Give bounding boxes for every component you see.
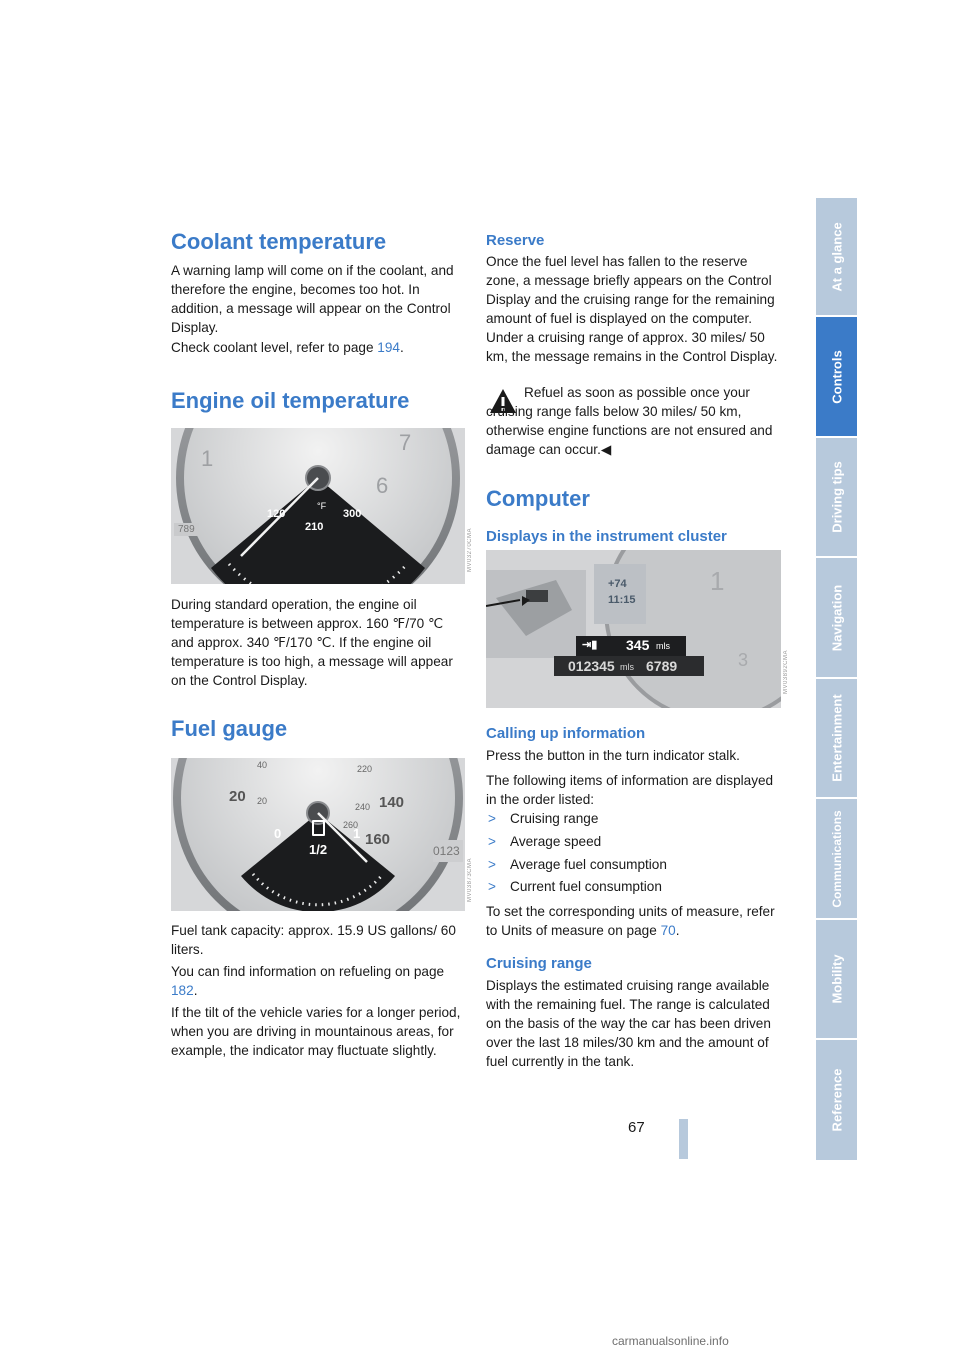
end-mark: ◀ (600, 442, 612, 457)
odometer-value: 012345 (568, 658, 615, 674)
page-number: 67 (628, 1119, 645, 1136)
fuel-odo: 0123 (433, 844, 460, 858)
oil-side-number: 789 (174, 523, 199, 536)
speed-label-220: 220 (357, 764, 373, 774)
speed-label-40: 40 (257, 760, 268, 770)
footer-watermark: carmanualsonline.info (612, 1334, 729, 1348)
coolant-ref-pre: Check coolant level, refer to page (171, 340, 378, 355)
bullet-text: Average speed (510, 834, 602, 849)
calling-up-text: Press the button in the turn indicator stalk. (486, 748, 740, 763)
fuel-tilt-text: If the tilt of the vehicle varies for a longer period, when you are driving in mountainous areas, for example, the indicator may fluctuate slightly. (171, 1005, 461, 1058)
speed-label-20a: 20 (229, 788, 246, 805)
oil-gauge-label-210: 210 (305, 521, 324, 533)
reserve-heading: Reserve (486, 232, 545, 249)
trip-value: 6789 (646, 658, 678, 674)
bullet-mark: > (488, 857, 496, 872)
coolant-text: A warning lamp will come on if the coolant, and therefore the engine, becomes too hot. In addition, a message will appear on the Control Display. (171, 263, 454, 335)
tab-label: Entertainment (829, 694, 844, 782)
display-range-value: 345 (626, 637, 650, 653)
list-item (488, 832, 601, 851)
bullet-mark: > (488, 811, 496, 826)
tab-label: Reference (829, 1068, 844, 1132)
computer-heading: Computer (486, 486, 590, 511)
list-item (488, 809, 598, 828)
svg-text:6: 6 (376, 473, 389, 498)
units-ref-pre: To set the corresponding units of measure, refer to Units of measure on page (486, 904, 775, 938)
tab-mobility[interactable] (816, 920, 857, 1038)
tab-label: Navigation (829, 584, 844, 651)
fuel-label-half: 1/2 (309, 842, 328, 857)
bullet-text: Current fuel consumption (510, 879, 662, 894)
speed-label-160: 160 (365, 831, 391, 848)
fuel-ref-pre: You can find information on refueling on page (171, 964, 445, 979)
tab-label: Controls (829, 349, 844, 404)
page-marker (679, 1119, 688, 1159)
oil-watermark: MV03270CMA (467, 528, 473, 573)
speed-label-260: 260 (343, 820, 359, 830)
odometer-unit: mls (620, 662, 634, 672)
svg-text:3: 3 (738, 650, 749, 670)
svg-text:7: 7 (399, 430, 412, 455)
cruising-range-heading: Cruising range (486, 955, 592, 972)
small-time: 11:15 (608, 594, 636, 606)
fuel-label-1: 1 (353, 826, 361, 841)
oil-gauge-unit: °F (317, 501, 327, 511)
tab-label: Communications (829, 809, 844, 908)
bullet-text: Average fuel consumption (510, 857, 667, 872)
tab-communications[interactable] (816, 799, 857, 918)
units-ref (486, 902, 782, 940)
page-link-70[interactable]: 70 (660, 923, 676, 938)
tab-label: Mobility (829, 954, 844, 1004)
tab-controls[interactable] (816, 317, 857, 436)
computer-display-figure (486, 550, 781, 708)
oil-gauge-label-300: 300 (343, 508, 362, 520)
instrument-cluster-heading: Displays in the instrument cluster (486, 528, 727, 545)
page-link-182[interactable]: 182 (171, 983, 194, 998)
oil-gauge-figure (171, 428, 465, 584)
fuel-gauge-figure (171, 758, 465, 911)
svg-text:1: 1 (201, 446, 214, 471)
units-ref-post: . (675, 923, 680, 938)
oil-text: During standard operation, the engine oil temperature is between approx. 160 ℉/70 ℃ and approx. 340 ℉/170 ℃. If the engine oil temperature is too high, a message will appear on the Control Display. (171, 597, 453, 688)
tab-label: Driving tips (829, 461, 844, 533)
list-item (488, 855, 667, 874)
speed-label-240: 240 (355, 802, 371, 812)
coolant-ref (171, 338, 467, 357)
tab-navigation[interactable] (816, 558, 857, 677)
fuel-heading: Fuel gauge (171, 716, 288, 741)
list-item (488, 877, 662, 896)
computer-watermark: MV03892CMA (783, 650, 789, 695)
fuel-watermark: MV03873CMA (467, 858, 473, 903)
order-text: The following items of information are displayed in the order listed: (486, 773, 774, 807)
reserve-text: Once the fuel level has fallen to the reserve zone, a message briefly appears on the Control Display and the cruising range for the remaining amount of fuel is displayed on the computer. Under a cruising range of approx. 30 miles/ 50 km, the message remains in the Control Display. (486, 254, 778, 364)
fuel-ref-post: . (193, 983, 198, 998)
tab-at-a-glance[interactable] (816, 198, 857, 315)
tab-entertainment[interactable] (816, 679, 857, 797)
small-temp: +74 (608, 578, 627, 590)
reserve-warning (486, 383, 782, 459)
computer-display-illustration (486, 550, 781, 708)
coolant-ref-post: . (399, 340, 404, 355)
calling-up-heading: Calling up information (486, 725, 646, 742)
oil-gauge-label-120: 120 (267, 508, 286, 520)
cruising-range-text: Displays the estimated cruising range available with the remaining fuel. The range is calculated on the basis of the way the car has been driven over the last 18 miles/30 km and the amount of fuel currently in the tank. (486, 978, 771, 1069)
tab-reference[interactable] (816, 1040, 857, 1160)
coolant-heading: Coolant temperature (171, 229, 387, 254)
reserve-warning-text: Refuel as soon as possible once your cruising range falls below 30 miles/ 50 km, otherwise engine functions are not ensured and damage can occur. (486, 385, 773, 457)
fuel-label-0: 0 (274, 826, 282, 841)
arrow-fuel-icon: ⇥▮ (582, 639, 598, 651)
speed-label-140: 140 (379, 794, 405, 811)
bullet-mark: > (488, 834, 496, 849)
tab-label: At a glance (829, 221, 844, 292)
oil-heading: Engine oil temperature (171, 388, 410, 413)
bullet-text: Cruising range (510, 811, 599, 826)
svg-text:1: 1 (710, 566, 725, 596)
speed-label-20b: 20 (257, 796, 268, 806)
bullet-mark: > (488, 879, 496, 894)
fuel-capacity: Fuel tank capacity: approx. 15.9 US gallons/ 60 liters. (171, 923, 456, 957)
fuel-refuel-ref (171, 962, 467, 1000)
tab-driving-tips[interactable] (816, 438, 857, 556)
page-link-194[interactable]: 194 (377, 340, 400, 355)
display-range-unit: mls (656, 641, 670, 651)
fuel-pump-icon (312, 820, 325, 836)
